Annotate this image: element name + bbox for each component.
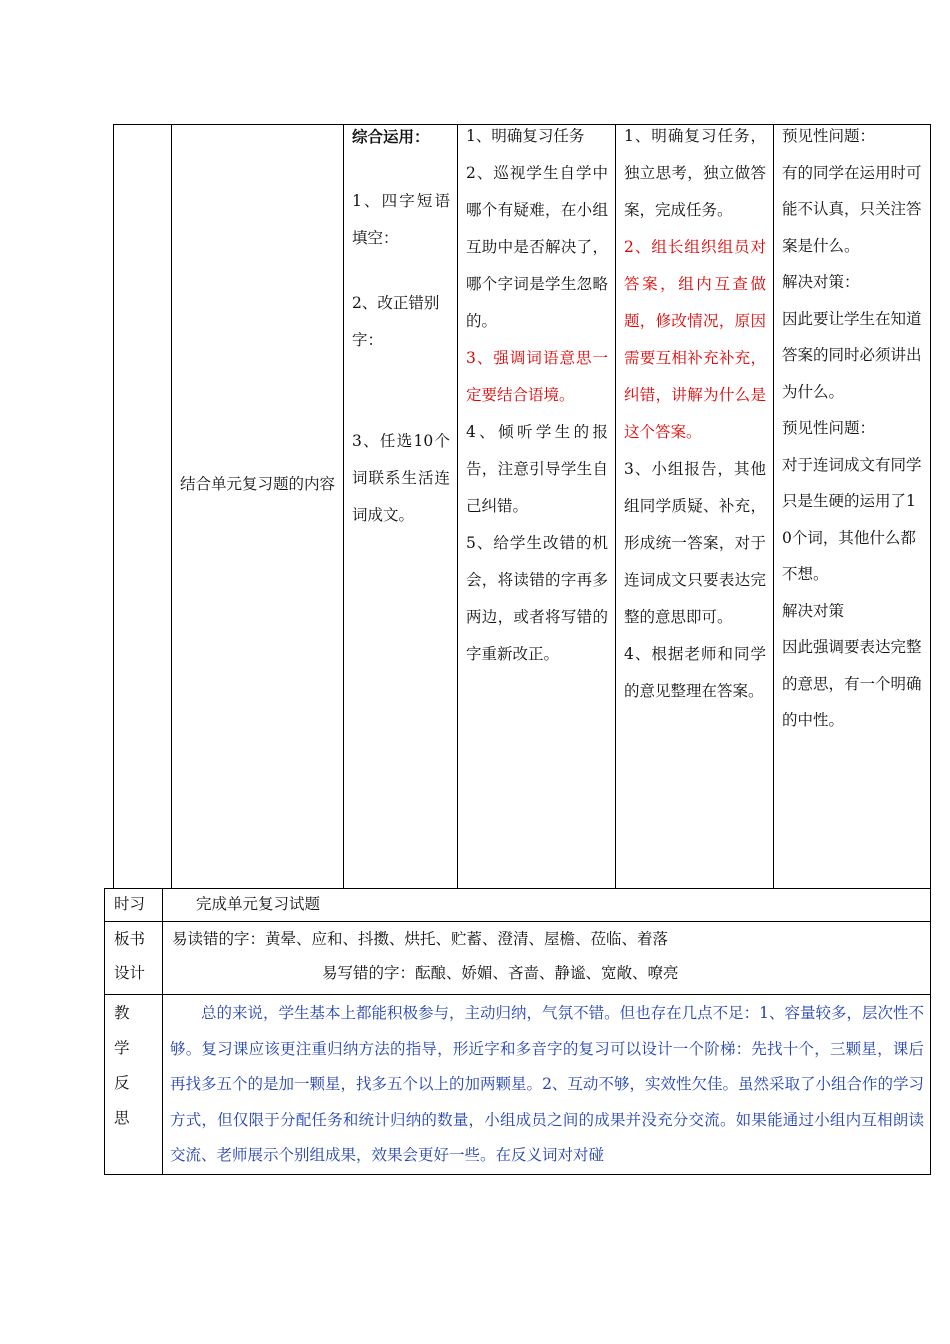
teacher-item-3: 3、强调词语意思一定要结合语境。	[466, 349, 608, 404]
notes-item-2: 有的同学在运用时可能不认真，只关注答案是什么。	[782, 163, 922, 255]
col-line-5	[615, 124, 616, 889]
teacher-item-5: 5、给学生改错的机会，将读错的字再多两边，或者将写错的字重新改正。	[466, 534, 608, 663]
task-item-3: 3、任选10个词联系生活连词成文。	[352, 432, 450, 524]
col-line-6	[773, 124, 774, 889]
board-line-2: 易写错的字：酝酿、娇媚、吝啬、静谧、宽敞、嘹亮	[322, 964, 679, 982]
student-item-4: 4、根据老师和同学的意见整理在答案。	[624, 645, 766, 700]
student-cell	[624, 118, 766, 710]
notes-item-7: 解决对策	[782, 601, 845, 620]
reflection-label	[114, 996, 132, 1136]
student-item-1: 1、明确复习任务，独立思考，独立做答案，完成任务。	[624, 127, 766, 219]
board-label: 板书设计	[114, 930, 146, 982]
board-line-1: 易读错的字：黄晕、应和、抖擞、烘托、贮蓄、澄清、屋檐、莅临、着落	[172, 930, 669, 948]
notes-item-6: 对于连词成文有同学只是生硬的运用了10个词，其他什么都不想。	[782, 455, 922, 583]
content-cell	[180, 466, 338, 503]
col-line-4	[457, 124, 458, 889]
lower-left-border	[104, 888, 105, 1175]
teacher-item-4: 4、倾听学生的报告，注意引导学生自己纠错。	[466, 423, 608, 515]
student-item-2: 2、组长组织组员对答案，组内互查做题，修改情况，原因需要互相补充补充，纠错，讲解为什么是这个答案。	[624, 238, 766, 441]
task-item-1: 1、四字短语填空：	[352, 192, 450, 247]
content-text: 结合单元复习题的内容	[180, 475, 336, 493]
homework-label: 时习	[114, 895, 146, 913]
teacher-item-1: 1、明确复习任务	[466, 127, 585, 145]
notes-item-1: 预见性问题：	[782, 127, 876, 145]
tasks-cell	[352, 118, 450, 534]
lower-right-border	[930, 888, 931, 1175]
homework-content: 完成单元复习试题	[196, 895, 321, 913]
lower-row-line-2	[104, 994, 931, 995]
col-line-2	[171, 124, 172, 889]
student-item-3: 3、小组报告，其他组同学质疑、补充，形成统一答案，对于连词成文只要表达完整的意思即可。	[624, 460, 766, 626]
teacher-cell	[466, 118, 608, 673]
lower-label-divider	[162, 888, 163, 1175]
notes-item-3: 解决对策：	[782, 273, 860, 291]
reflection-label-text: 教学反思	[114, 1004, 130, 1127]
col-line-7	[930, 124, 931, 889]
teacher-item-2: 2、巡视学生自学中哪个有疑难，在小组互助中是否解决了，哪个字词是学生忽略的。	[466, 164, 608, 330]
col-line-1	[113, 124, 114, 889]
lower-table-bottom	[104, 1174, 931, 1175]
notes-item-5: 预见性问题：	[782, 419, 876, 437]
notes-item-4: 因此要让学生在知道答案的同时必须讲出为什么。	[782, 309, 922, 401]
notes-cell	[782, 118, 924, 739]
col-line-3	[343, 124, 344, 889]
reflection-text: 总的来说，学生基本上都能积极参与，主动归纳，气氛不错。但也存在几点不足：1、容量较多，层次性不够。复习课应该更注重归纳方法的指导，形近字和多音字的复习可以设计一个阶梯：先找十个，三颗星，课后再找多五个的是加一颗星，找多五个以上的加两颗星。2、互动不够，实效性欠佳。虽然采取了小组合作的学习方式，但仅限于分配任务和统计归纳的数量，小组成员之间的成果并没充分交流。如果能通过小组内互相朗读交流、老师展示个别组成果，效果会更好一些。在反义词对对碰	[170, 1004, 924, 1164]
tasks-heading: 综合运用：	[352, 127, 430, 146]
notes-item-8: 因此强调要表达完整的意思，有一个明确的中性。	[782, 638, 922, 729]
task-item-2: 2、改正错别字：	[352, 294, 440, 349]
